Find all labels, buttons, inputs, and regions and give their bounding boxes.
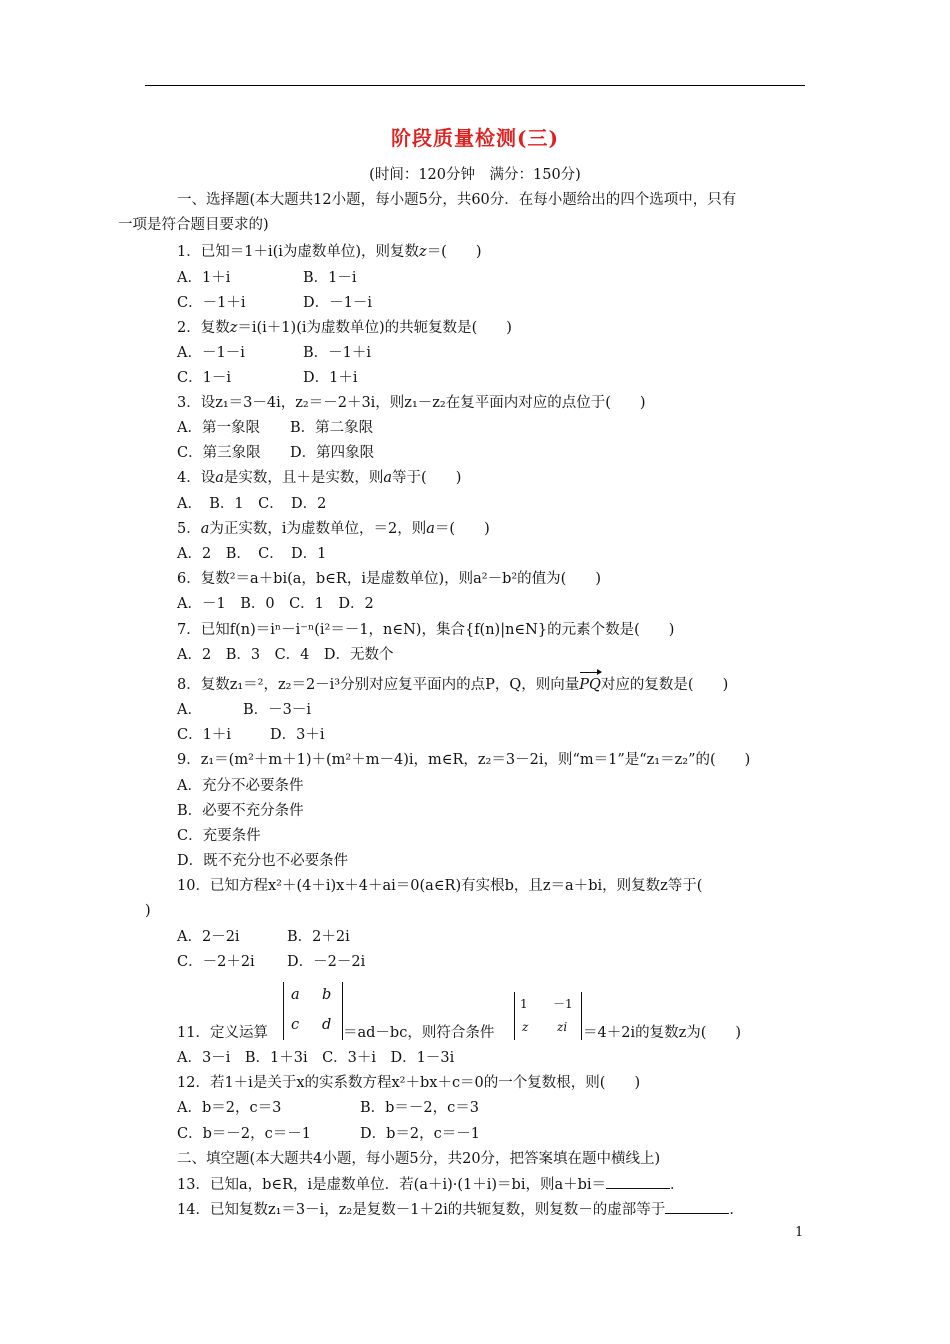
det1-b: b [322,987,332,1003]
q4-stem: 4．设a是实数，且＋是实数，则a等于( ) [177,470,462,486]
q1-stem: 1．已知＝1＋i(i为虚数单位)，则复数z＝( ) [177,244,482,260]
q10-option-d: D．－2－2i [287,954,366,970]
q12-option-c: C．b＝－2，c＝－1 [177,1126,311,1142]
q1-option-b: B．1－i [303,270,357,286]
section2-heading: 二、填空题(本大题共4小题，每小题5分，共20分，把答案填在题中横线上) [177,1151,661,1167]
q7-options: A．2 B．3 C．4 D．无数个 [177,647,394,663]
q9-option-a: A．充分不必要条件 [177,778,304,794]
q8-option-c: C．1＋i [177,727,231,743]
q1-option-a: A．1＋i [177,270,231,286]
q10-option-c: C．－2＋2i [177,954,255,970]
q6-stem: 6．复数²＝a＋bi(a，b∈R，i是虚数单位)，则a²－b²的值为( ) [177,571,601,587]
q1-option-d: D．－1－i [303,295,372,311]
q10-stem-cont: ) [145,903,151,919]
det2-a: 1 [520,997,528,1011]
q14-stem: 14．已知复数z₁＝3－i，z₂是复数－1＋2i的共轭复数，则复数－的虚部等于 ． [177,1199,744,1220]
q9-option-c: C．充要条件 [177,828,261,844]
q12-stem: 12．若1＋i是关于x的实系数方程x²＋bx＋c＝0的一个复数根，则( ) [177,1075,641,1091]
q13-answer-blank[interactable] [606,1174,670,1189]
q9-stem: 9．z₁＝(m²＋m＋1)＋(m²＋m－4)i，m∈R，z₂＝3－2i，则“m＝1”是“z₁＝z₂”的( ) [177,752,751,768]
q12-option-d: D．b＝2，c＝－1 [360,1126,480,1142]
det1-a: a [291,987,300,1003]
page-title: 阶段质量检测(三) [391,126,559,150]
det1-c: c [291,1017,300,1033]
q14-answer-blank[interactable] [665,1199,729,1214]
det1-d: d [322,1017,332,1033]
section1-heading-cont: 一项是符合题目要求的) [118,217,269,233]
det2-b: －1 [553,997,573,1011]
q1-option-c: C．－1＋i [177,295,246,311]
q2-stem: 2．复数z＝i(i＋1)(i为虚数单位)的共轭复数是( ) [177,320,512,336]
det2-d: zi [557,1020,568,1034]
q11-middle: ＝ad－bc，则符合条件 [343,1025,495,1041]
q10-option-b: B．2＋2i [287,929,350,945]
q3-option-b: B．第二象限 [290,420,374,436]
q2-option-b: B．－1＋i [303,345,372,361]
q2-option-d: D．1＋i [303,370,358,386]
q11-prefix: 11．定义运算 [177,1025,268,1041]
q5-stem: 5．a为正实数，i为虚数单位，＝2，则a＝( ) [177,521,490,537]
q6-options: A．－1 B．0 C．1 D．2 [177,596,374,612]
q11-options: A．3－i B．1＋3i C．3＋i D．1－3i [177,1050,455,1066]
q2-option-c: C．1－i [177,370,231,386]
determinant-z [514,992,582,1040]
q4-options: A． B．1 C． D．2 [177,496,327,512]
vector-pq: PQ [579,677,601,693]
q10-option-a: A．2－2i [177,929,240,945]
q9-option-b: B．必要不充分条件 [177,803,304,819]
q11-suffix: ＝4＋2i的复数z为( ) [583,1025,742,1041]
det2-c: z [522,1020,529,1034]
determinant-abcd [283,982,343,1040]
q10-stem: 10．已知方程x²＋(4＋i)x＋4＋ai＝0(a∈R)有实根b，且z＝a＋bi，则复数z等于( [177,878,703,894]
q12-option-a: A．b＝2，c＝3 [177,1100,282,1116]
q2-option-a: A．－1－i [177,345,245,361]
q3-option-d: D．第四象限 [290,445,375,461]
q8-option-d: D．3＋i [270,727,325,743]
q13-stem: 13．已知a，b∈R，i是虚数单位．若(a＋i)·(1＋i)＝bi，则a＋bi＝ ． [177,1174,685,1195]
q8-option-a: A． [177,702,202,718]
page-number: 1 [795,1225,804,1240]
q3-stem: 3．设z₁＝3－4i，z₂＝－2＋3i，则z₁－z₂在复平面内对应的点位于( ) [177,395,646,411]
q7-stem: 7．已知f(n)＝iⁿ－i⁻ⁿ(i²＝－1，n∈N)，集合{f(n)|n∈N}的元素个数是( ) [177,622,675,638]
header-rule [145,85,805,86]
q5-options: A．2 B． C． D．1 [177,546,327,562]
q8-stem: 8．复数z₁＝²，z₂＝2－i³分别对应复平面内的点P，Q，则向量PQ对应的复数是( ) [177,677,729,693]
page-subtitle: (时间：120分钟 满分：150分) [369,167,581,183]
q3-option-c: C．第三象限 [177,445,261,461]
q9-option-d: D．既不充分也不必要条件 [177,853,349,869]
section1-heading: 一、选择题(本大题共12小题，每小题5分，共60分．在每小题给出的四个选项中，只有 [177,192,737,208]
q12-option-b: B．b＝－2，c＝3 [360,1100,480,1116]
q3-option-a: A．第一象限 [177,420,260,436]
q8-option-b: B．－3－i [243,702,312,718]
